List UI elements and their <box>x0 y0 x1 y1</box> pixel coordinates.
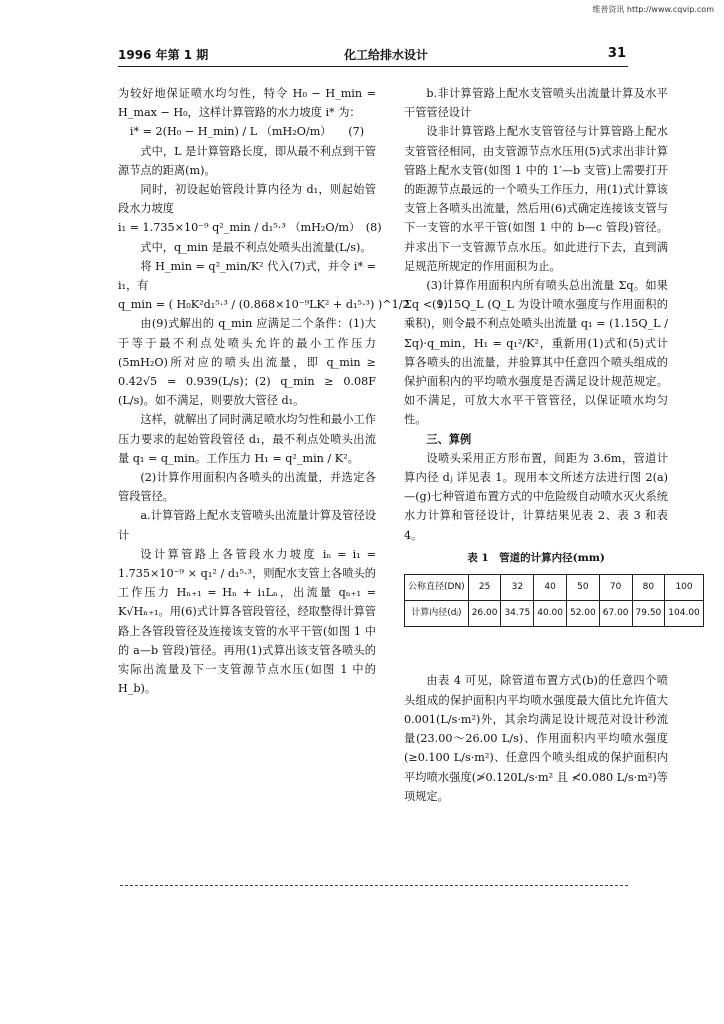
paragraph: 同时，初设起始管段计算内径为 d₁，则起始管段水力坡度 <box>118 183 376 216</box>
table-cell: 50 <box>566 575 599 601</box>
table-row <box>405 601 704 627</box>
watermark: 维普资讯 http://www.cqvip.com <box>592 5 714 14</box>
page-number: 31 <box>607 46 626 61</box>
paragraph: 由表 4 可见，除管道布置方式(b)的任意四个喷头组成的保护面积内平均喷水强度最大值比允许值大 0.001(L/s·m²)外，其余均满足设计规范对设计秒流量(23.00～26.00 L/s)、作用面积内平均喷水强度(≥0.100 L/s·m²)、任意四个喷头组成的保护面积内平均喷水强度(≯0.120L/s·m² 且 ≮0.080 L/s·m²)等项规定。 <box>404 674 668 803</box>
table-cell: 100 <box>665 575 704 601</box>
equation-7: i* = 2(H₀ − H_min) / L （mH₂O/m） (7) <box>129 125 365 139</box>
spacer <box>404 635 668 671</box>
table-cell: 67.00 <box>599 601 632 627</box>
equation-9: q_min = ( H₀K²d₁⁵·³ / (0.868×10⁻⁹LK² + d₁⁵·³) )^1/2 (9) <box>118 298 448 312</box>
footer-divider <box>120 885 628 886</box>
table-row-label: 公称直径(DN) <box>405 575 469 601</box>
paragraph: 由(9)式解出的 q_min 应满足二个条件：(1)大于等于最不利点处喷头允许的最小工作压力(5mH₂O)所对应的喷头出流量，即 q_min ≥ 0.42√5 = 0.939(L/s)；(2) q_min ≥ 0.08F (L/s)。如不满足，则要放大管径 d₁。 <box>118 317 376 408</box>
paragraph: 为较好地保证喷水均匀性，特令 H₀ − H_min = H_max − H₀，这样计算管路的水力坡度 i* 为： <box>118 87 376 120</box>
subsection-heading: b.非计算管路上配水支管喷头出流量计算及水平干管管径设计 <box>404 87 668 120</box>
table-cell: 25 <box>468 575 501 601</box>
table-cell: 40 <box>534 575 567 601</box>
pipe-diameter-table <box>404 574 704 627</box>
table-cell: 32 <box>501 575 534 601</box>
paragraph: 式中，L 是计算管路长度，即从最不利点到干管源节点的距离(m)。 <box>118 144 376 177</box>
paragraph: 设喷头采用正方形布置，间距为 3.6m，管道计算内径 dⱼ 详见表 1。现用本文所述方法进行图 2(a)—(g)七种管道布置方式的中危险级自动喷水灭火系统水力计算和管径设计，计算结果见表 2、表 3 和表 4。 <box>404 451 668 542</box>
journal-title: 化工给排水设计 <box>344 48 429 62</box>
paragraph: (2)计算作用面积内各喷头的出流量，并选定各管段管径。 <box>118 471 376 504</box>
table-title: 表 1 管道的计算内径(mm) <box>467 551 605 564</box>
table-cell: 80 <box>632 575 665 601</box>
table-cell: 26.00 <box>468 601 501 627</box>
table-cell: 104.00 <box>665 601 704 627</box>
page-header <box>118 46 628 67</box>
table-row-label: 计算内径(dⱼ) <box>405 601 469 627</box>
table-cell: 34.75 <box>501 601 534 627</box>
issue-label: 1996 年第 1 期 <box>118 48 209 62</box>
table-cell: 40.00 <box>534 601 567 627</box>
equation-8: i₁ = 1.735×10⁻⁹ q²_min / d₁⁵·³ （mH₂O/m） (8) <box>118 221 382 235</box>
table-cell: 79.50 <box>632 601 665 627</box>
table-cell: 70 <box>599 575 632 601</box>
section-heading: 三、算例 <box>426 431 472 446</box>
paragraph: (3)计算作用面积内所有喷头总出流量 Σq。如果 Σq < 1.15Q_L (Q_L 为设计喷水强度与作用面积的乘积)，则令最不利点处喷头出流量 q₁ = (1.15Q_L / Σq)·q_min，H₁ = q₁²/K²，重新用(1)式和(5)式计算各喷头的出流量，并验算其中任意四个喷头组成的保护面积内的平均喷水强度是否满足设计规范规定。如不满足，可放大水平干管管径，以保证喷水均匀性。 <box>404 279 668 427</box>
right-column <box>404 84 700 806</box>
paragraph: 这样，就解出了同时满足喷水均匀性和最小工作压力要求的起始管段管径 d₁，最不利点处喷头出流量 q₁ = q_min。工作压力 H₁ = q²_min / K²。 <box>118 413 376 465</box>
paragraph: 将 H_min = q²_min/K² 代入(7)式，并令 i* = i₁，有 <box>118 259 376 293</box>
table-row <box>405 575 704 601</box>
paragraph: 式中，q_min 是最不利点处喷头出流量(L/s)。 <box>140 240 372 254</box>
table-cell: 52.00 <box>566 601 599 627</box>
paragraph: 设非计算管路上配水支管管径与计算管路上配水支管管径相同，由支管源节点水压用(5)式求出非计算管路上配水支管(如图 1 中的 1′—b 支管)上需要打开的距源节点最远的一个喷头工作压力，用(1)式计算该支管上各喷头出流量，然后用(6)式确定连接该支管与下一支管的水平干管(如图 1 中的 b—c 管段)管径。并求出下一支管源节点水压。如此进行下去，直到满足规范所规定的作用面积为止。 <box>404 125 668 273</box>
paragraph: 设计算管路上各管段水力坡度 iₙ = i₁ = 1.735×10⁻⁹ × q₁² / d₁⁵·³，则配水支管上各喷头的工作压力 Hₙ₊₁ = Hₙ + i₁Lₙ，出流量 qₙ₊₁ = K√Hₙ₊₁。用(6)式计算各管段管径，经取整得计算管路上各管段管径及连接该支管的水平干管(如图 1 中的 a—b 管段)管径。再用(1)式算出该支管各喷头的实际出流量及下一支管源节点水压(如图 1 中的 H_b)。 <box>118 547 376 696</box>
subsection-heading: a.计算管路上配水支管喷头出流量计算及管径设计 <box>118 509 376 542</box>
